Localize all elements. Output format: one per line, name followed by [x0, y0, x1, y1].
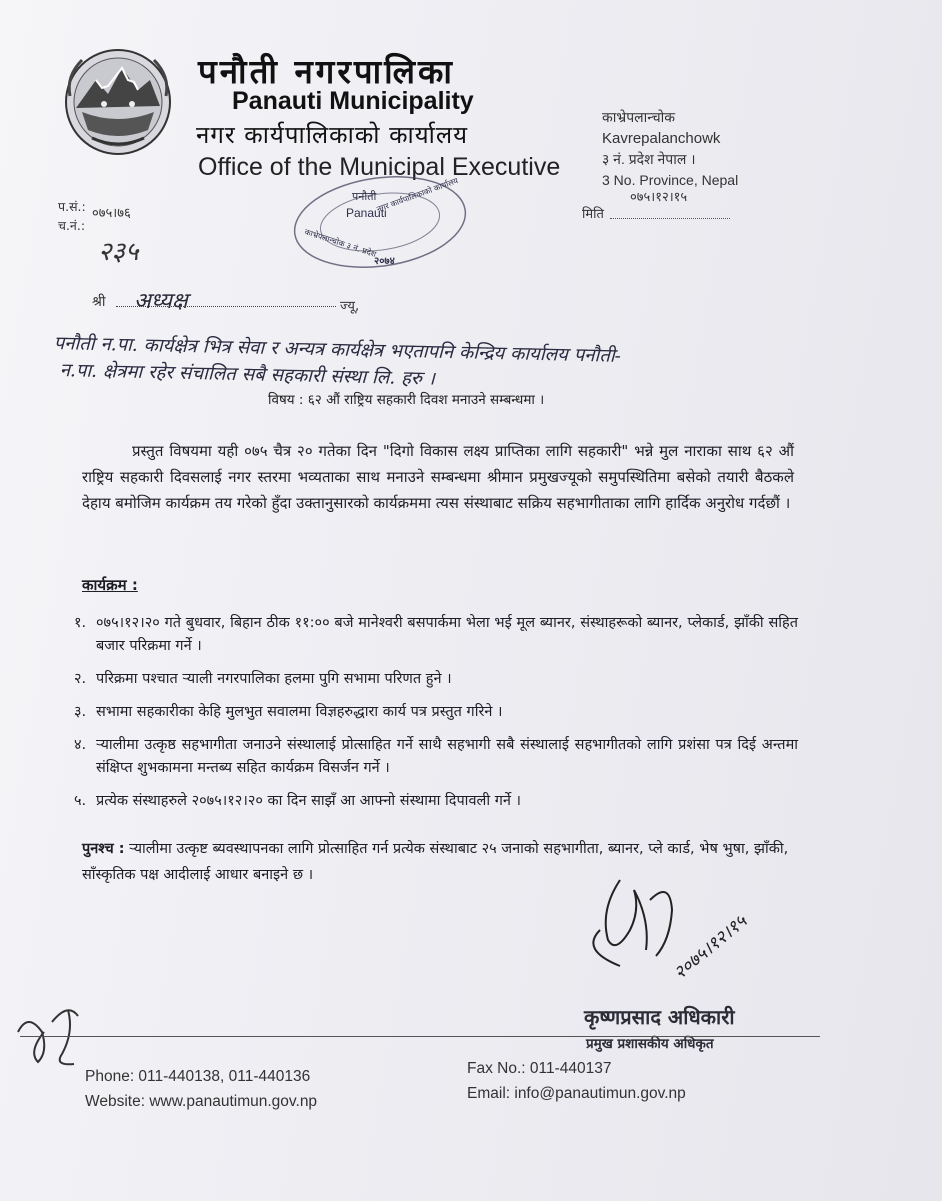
- body-paragraph: प्रस्तुत विषयमा यही ०७५ चैत्र २० गतेका दिन "दिगो विकास लक्ष्य प्राप्तिका लागि सहकारी" भन्ने मुल नाराका साथ ६२ औं राष्ट्रिय सहकारी दिवसलाई नगर स्तरमा भव्यताका साथ मनाउने सम्बन्धमा श्रीमान प्रमुखज्यूको समुपस्थितिमा बसेको तयारी बैठकले देहाय बमोजिम कार्यक्रम तय गरेको हुँदा उक्तानुसारको कार्यक्रममा त्यस संस्थाबाट सक्रिय सहभागीताका लागि हार्दिक अनुरोध गर्दछौं ।: [82, 442, 794, 512]
- stamp-name-nepali: पनौती: [352, 190, 377, 203]
- footer-contact-right: [467, 1056, 686, 1106]
- officer-name: कृष्णप्रसाद अधिकारी: [584, 1005, 735, 1029]
- program-item-number: ४.: [74, 737, 87, 753]
- office-seal-stamp: [290, 172, 470, 272]
- ps-value: ०७५।७६: [92, 206, 131, 221]
- district-nepali: काभ्रेपलान्चोक: [602, 109, 676, 125]
- addressee-line-1-handwritten: पनौती न.पा. कार्यक्षेत्र भित्र सेवा र अन्यत्र कार्यक्षेत्र भएतापनि केन्द्रिय कार्यालय पनौती-: [53, 332, 622, 367]
- office-title-english: Office of the Municipal Executive: [198, 153, 561, 181]
- program-item-text: र्‍यालीमा उत्कृष्ठ सहभागीता जनाउने संस्थालाई प्रोत्साहित गर्ने साथै सहभागी सबै संस्थालाई सहभागीतको लागि प्रशंसा पत्र दिई अन्तमा संक्षिप्त शुभकामना मन्तब्य सहित कार्यक्रम विसर्जन गर्ने ।: [96, 737, 798, 776]
- ch-value-handwritten: २३५: [98, 237, 139, 267]
- program-item-text: ०७५।१२।२० गते बुधवार, बिहान ठीक ११:०० बजे मानेश्वरी बसपार्कमा भेला भई मूल ब्यानर, संस्थाहरूको ब्यानर, प्लेकार्ड, झाँकी सहित बजार परिक्रमा गर्ने ।: [96, 615, 798, 654]
- officer-role: प्रमुख प्रशासकीय अधिकृत: [586, 1036, 714, 1052]
- addressee-prefix: श्री: [92, 294, 106, 310]
- officer-signature: [560, 870, 820, 1010]
- stamp-name-english: Panauti: [346, 206, 387, 220]
- program-item: [74, 701, 798, 724]
- footer-divider: [20, 1036, 820, 1037]
- footer-contact-left: [85, 1064, 317, 1114]
- program-item: [74, 612, 798, 658]
- program-item: [74, 734, 798, 780]
- nepal-emblem-icon: [62, 46, 174, 158]
- program-item: [74, 790, 798, 813]
- program-list: [74, 612, 798, 823]
- date-underline: [610, 218, 730, 219]
- stamp-arc-text: नगर कार्यपालिकाको कार्यालय: [375, 176, 460, 214]
- date-label: मिति: [582, 207, 604, 222]
- stamp-bottom-text: काभ्रेपलान्चोक ३ नं. प्रदेश: [303, 227, 378, 259]
- program-item-number: २.: [74, 671, 87, 687]
- reference-labels: [58, 197, 86, 235]
- footer-fax: Fax No.: 011-440137: [467, 1060, 612, 1077]
- program-item-text: सभामा सहकारीका केहि मुलभुत सवालमा विज्ञहरुद्धारा कार्य पत्र प्रस्तुत गरिने ।: [96, 704, 503, 720]
- signature-date-handwritten: २०७५।१२।१५: [669, 910, 752, 984]
- municipality-title-nepali: पनौती नगरपालिका: [198, 52, 455, 91]
- program-item-number: १.: [74, 615, 87, 631]
- addressee-suffix: ज्यू,: [340, 299, 360, 314]
- addressee-underline: [116, 306, 336, 307]
- addressee-line-2-handwritten: न.पा. क्षेत्रमा रहेर संचालित सबै सहकारी संस्था लि. हरु ।: [59, 359, 436, 390]
- ps-label: प.सं.:: [58, 199, 86, 214]
- date-value: ०७५।१२।१५: [630, 190, 688, 205]
- addressee-name-handwritten: अध्यक्ष: [134, 289, 188, 314]
- postscript-text: र्‍यालीमा उत्कृष्ट ब्यवस्थापनका लागि प्रोत्साहित गर्न प्रत्येक संस्थाबाट २५ जनाको सहभागीता, ब्यानर, प्ले कार्ड, भेष भुषा, झाँकी, साँस्कृतिक पक्ष आदीलाई आधार बनाइने छ ।: [82, 841, 789, 883]
- program-item-number: ३.: [74, 704, 87, 720]
- district-english: Kavrepalanchowk: [602, 130, 721, 147]
- province-english: 3 No. Province, Nepal: [602, 172, 739, 188]
- footer-email: Email: info@panautimun.gov.np: [467, 1085, 686, 1102]
- subject-line: विषय : ६२ औं राष्ट्रिय सहकारी दिवश मनाउने सम्बन्धमा ।: [268, 392, 545, 408]
- program-item: [74, 668, 798, 691]
- footer-website: Website: www.panautimun.gov.np: [85, 1093, 318, 1110]
- address-block: [602, 107, 738, 191]
- office-title-nepali: नगर कार्यपालिकाको कार्यालय: [196, 121, 469, 149]
- postscript-label: पुनश्च :: [82, 841, 125, 857]
- program-item-number: ५.: [74, 793, 87, 809]
- stamp-year: २०७४: [374, 256, 395, 267]
- province-nepali: ३ नं. प्रदेश नेपाल ।: [602, 151, 696, 167]
- footer-phone: Phone: 011-440138, 011-440136: [85, 1068, 311, 1085]
- program-item-text: प्रत्येक संस्थाहरुले २०७५।१२।२० का दिन साझँ आ आफ्नो संस्थामा दिपावली गर्ने ।: [96, 793, 522, 809]
- letter-body: [82, 438, 794, 516]
- ch-label: च.नं.:: [58, 218, 86, 233]
- municipality-title-english: Panauti Municipality: [232, 87, 474, 115]
- program-item-text: परिक्रमा पश्चात र्‍याली नगरपालिका हलमा पुगि सभामा परिणत हुने ।: [96, 671, 452, 687]
- program-heading: कार्यक्रम :: [82, 576, 138, 594]
